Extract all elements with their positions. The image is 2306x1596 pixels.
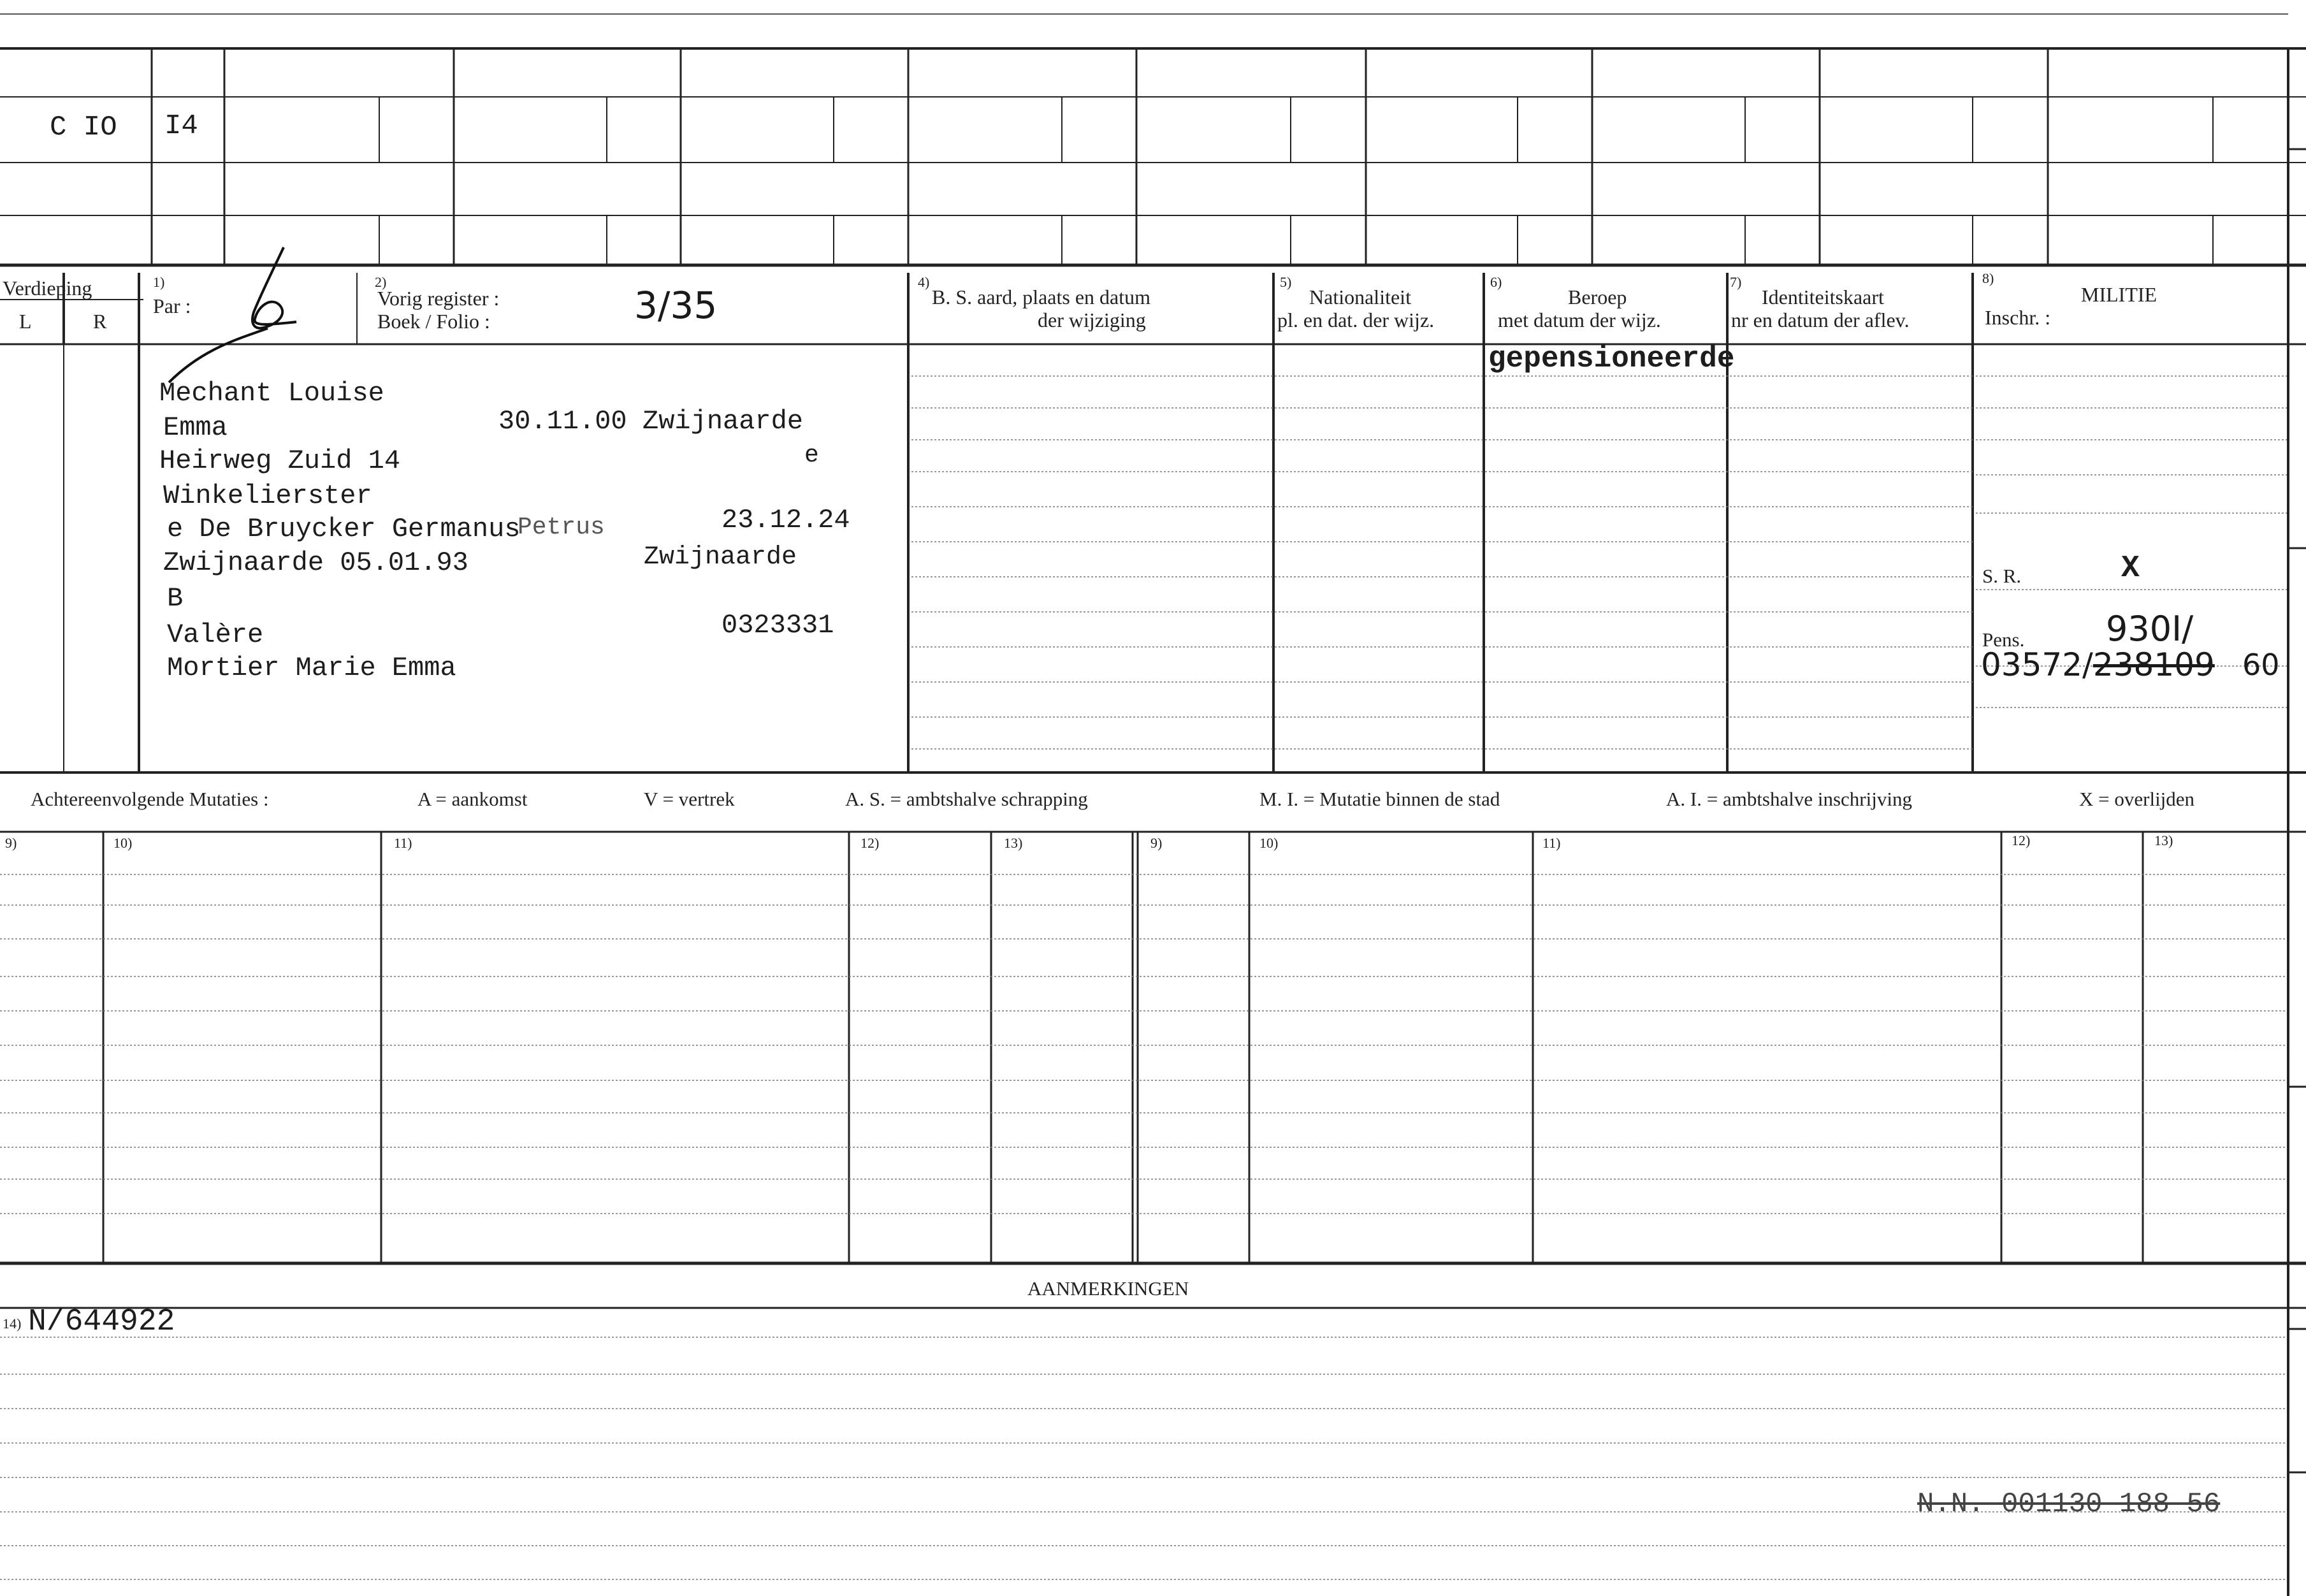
marriage-date: 23.12.24: [722, 505, 850, 535]
inschr-label: Inschr. :: [1985, 306, 2051, 329]
col-6-heading-line1: Beroep: [1568, 286, 1627, 308]
pens-number-prefix: 03572/: [1981, 646, 2093, 683]
col-4-heading-line1: B. S. aard, plaats en datum: [932, 286, 1151, 308]
mut-col-12b: 12): [2012, 832, 2031, 848]
col-5-number: 5): [1280, 274, 1292, 290]
vorig-register-value: 3/35: [634, 284, 718, 327]
mother-name: Mortier Marie Emma: [167, 653, 456, 683]
mut-col-10: 10): [113, 835, 133, 851]
mut-col-12: 12): [860, 835, 880, 851]
aanmerkingen-heading: AANMERKINGEN: [1027, 1277, 1189, 1300]
sr-label: S. R.: [1982, 565, 2022, 587]
col-4-number: 4): [918, 274, 930, 290]
legend-overlijden: X = overlijden: [2079, 788, 2195, 810]
col-2-number: 2): [375, 274, 387, 290]
birth-place: Zwijnaarde: [642, 406, 804, 437]
verdieping-label: Verdieping: [3, 277, 92, 300]
col-7-heading-line1: Identiteitskaart: [1762, 286, 1884, 308]
legend-aankomst: A = aankomst: [417, 788, 528, 810]
col-4-heading-line2: der wijziging: [1038, 308, 1146, 331]
col-1-number: 1): [153, 274, 165, 290]
occupation: Winkelierster: [163, 481, 372, 511]
father-name: Valère: [167, 620, 264, 650]
col-5-heading-line2: pl. en dat. der wijz.: [1277, 308, 1435, 331]
person-name: Mechant Louise: [159, 378, 384, 409]
col-7-heading-line2: nr en datum der aflev.: [1731, 308, 1910, 331]
death-line: Zwijnaarde 05.01.93: [163, 548, 468, 578]
floor-r-label: R: [93, 310, 107, 333]
par-label: Par :: [153, 294, 191, 317]
mut-col-9: 9): [5, 835, 17, 851]
spouse-overtype: Petrus: [518, 514, 605, 541]
pens-number: [1981, 646, 2215, 683]
col-8-number: 8): [1982, 270, 1994, 286]
remarks-reference: N/644922: [28, 1305, 175, 1339]
mut-col-11b: 11): [1542, 835, 1561, 851]
person-given-name: Emma: [163, 412, 228, 443]
pens-tail: 60: [2242, 648, 2280, 682]
sr-value: X: [2121, 551, 2140, 586]
remarks-number: 14): [3, 1316, 22, 1331]
spouse-name: e De Bruycker Germanus: [167, 514, 521, 544]
pens-value: 930I/: [2106, 609, 2194, 649]
birth-date: 30.11.00: [498, 406, 627, 437]
mut-col-11: 11): [394, 835, 412, 851]
mut-col-13b: 13): [2154, 832, 2173, 848]
militie-heading: MILITIE: [2081, 283, 2157, 306]
mut-col-10b: 10): [1259, 835, 1279, 851]
address: Heirweg Zuid 14: [159, 446, 401, 476]
pens-label: Pens.: [1982, 628, 2025, 651]
top-code-a: C IO: [50, 112, 117, 143]
register-number: 0323331: [722, 610, 834, 641]
legend-vertrek: V = vertrek: [644, 788, 735, 810]
col-5-heading-line1: Nationaliteit: [1309, 286, 1411, 308]
pens-struck-number: 238109: [2092, 646, 2215, 683]
marker-b: B: [167, 583, 184, 614]
col-6-number: 6): [1490, 274, 1502, 290]
boek-folio-label: Boek / Folio :: [377, 310, 490, 333]
legend-inschrijving: A. I. = ambtshalve inschrijving: [1666, 788, 1912, 810]
mut-col-9b: 9): [1150, 835, 1163, 851]
marker-e: e: [804, 442, 819, 469]
col-7-number: 7): [1730, 274, 1742, 290]
col-6-heading-line2: met datum der wijz.: [1498, 308, 1661, 331]
mut-col-13: 13): [1004, 835, 1023, 851]
top-code-b: I4: [164, 110, 198, 142]
mutaties-label: Achtereenvolgende Mutaties :: [31, 788, 269, 810]
beroep-value: gepensioneerde: [1488, 342, 1735, 375]
national-number: N.N. 001130 188 56: [1917, 1488, 2221, 1520]
legend-schrapping: A. S. = ambtshalve schrapping: [845, 788, 1088, 810]
vorig-register-label: Vorig register :: [377, 287, 500, 310]
legend-mutatie-stad: M. I. = Mutatie binnen de stad: [1259, 788, 1500, 810]
floor-l-label: L: [19, 310, 32, 333]
death-place: Zwijnaarde: [644, 543, 797, 572]
